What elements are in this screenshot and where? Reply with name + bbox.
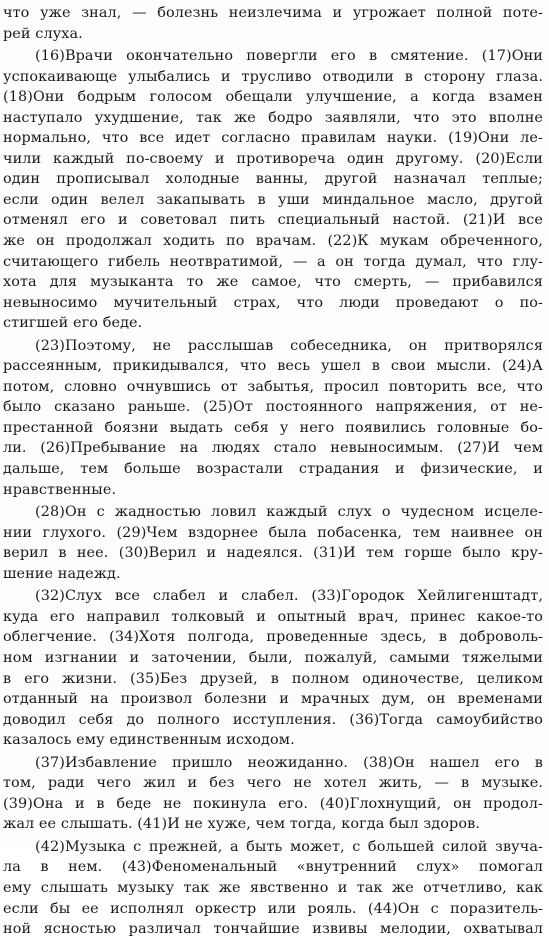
text-line: успокаивающе улыбались и трусливо отводили в сторону глаза. bbox=[3, 68, 543, 85]
text-line: ном изгнании и заточении, были, пожалуй, самыми тяжелыми bbox=[3, 649, 543, 666]
text-line: нии глухого. (29)Чем вздорнее была побасенка, тем наивнее он bbox=[3, 524, 543, 541]
paragraph bbox=[3, 586, 543, 750]
text-line: том, ради чего жил и без чего не хотел жить, — в музыке. bbox=[3, 775, 543, 792]
text-line: потом, словно очнувшись от забытья, просил повторить все, что bbox=[3, 378, 543, 395]
text-line: ему слышать музыку так же явственно и так же отчетливо, как bbox=[3, 879, 543, 896]
text-line: (23)Поэтому, не расслышав собеседника, он притворялся bbox=[35, 337, 543, 354]
text-line: же он продолжал ходить по врачам. (22)К мукам обреченного, bbox=[3, 233, 543, 250]
text-line: стигшей его беде. bbox=[3, 315, 143, 332]
text-line: невыносимо мучительный страх, что люди проведают о по- bbox=[3, 294, 543, 311]
text-line: нравственные. bbox=[3, 481, 117, 498]
paragraph bbox=[3, 336, 543, 500]
text-line: ла в нем. (43)Феноменальный «внутренний слух» помогал bbox=[3, 859, 543, 876]
text-line: ли. (26)Пребывание на людях стало невыносимым. (27)И чем bbox=[3, 440, 543, 457]
text-line: наступало ухудшение, так же бодро заявляли, что это вполне bbox=[3, 109, 543, 126]
text-line: облегчение. (34)Хотя полгода, проведенные здесь, в доброволь- bbox=[3, 629, 543, 646]
text-line: считающего гибель неотвратимой, — а он тогда думал, что глу- bbox=[3, 253, 543, 270]
text-line: (28)Он с жадностью ловил каждый слух о чудесном исцеле- bbox=[35, 504, 543, 521]
paragraph bbox=[3, 46, 543, 334]
text-line: (39)Она и в беде не покинула его. (40)Глохнущий, он продол- bbox=[3, 795, 543, 812]
text-line: один прописывал холодные ванны, другой назначал теплые; bbox=[3, 171, 543, 188]
paragraph bbox=[3, 837, 543, 940]
text-line: верил в нее. (30)Верил и надеялся. (31)И тем горше было кру- bbox=[3, 545, 543, 562]
text-line: (42)Музыка с прежней, а быть может, с большей силой звуча- bbox=[35, 838, 543, 855]
text-line: куда его направил толковый и опытный врач, принес какое-то bbox=[3, 608, 543, 625]
text-line: дальше, тем больше возрастали страдания и физические, и bbox=[3, 461, 543, 478]
text-line: нормально, что все идет согласно правилам науки. (19)Они ле- bbox=[3, 130, 543, 147]
text-line: отданный на произвол болезни и мрачных дум, он временами bbox=[3, 691, 543, 708]
text-line: если бы ее исполнял оркестр или рояль. (44)Он с поразитель- bbox=[3, 900, 543, 917]
paragraph bbox=[3, 753, 543, 835]
paragraph bbox=[3, 502, 543, 584]
text-line: рассеянным, прикидывался, что весь ушел в свои мысли. (24)А bbox=[3, 358, 543, 375]
text-line: что уже знал, — болезнь неизлечима и угрожает полной поте- bbox=[3, 5, 543, 21]
text-line: было сказано раньше. (25)От постоянного напряжения, от не- bbox=[3, 399, 543, 416]
text-line: чили каждый по-своему и противореча один другому. (20)Если bbox=[3, 150, 543, 167]
text-line: (16)Врачи окончательно повергли его в смятение. (17)Они bbox=[35, 48, 543, 65]
text-line: казалось ему единственным исходом. bbox=[3, 732, 295, 749]
text-line: ной ясностью различал тончайшие извивы мелодии, охватывал bbox=[3, 921, 543, 938]
text-line: (18)Они бодрым голосом обещали улучшение, а когда взамен bbox=[3, 89, 543, 106]
text-line: в его жизни. (35)Без друзей, в полном одиночестве, целиком bbox=[3, 670, 543, 687]
text-line: (37)Избавление пришло неожиданно. (38)Он нашел его в bbox=[35, 754, 543, 771]
text-line: (32)Слух все слабел и слабел. (33)Городок Хейлигенштадт, bbox=[35, 588, 543, 605]
paragraph bbox=[3, 3, 543, 44]
text-line: доводил себя до полного исступления. (36)Тогда самоубийство bbox=[3, 711, 543, 728]
text-line: шение надежд. bbox=[3, 565, 121, 582]
text-line: жал ее слышать. (41)И не хуже, чем тогда, когда был здоров. bbox=[3, 816, 480, 833]
text-line: если один велел закапывать в уши миндальное масло, другой bbox=[3, 191, 543, 208]
text-line: рей слуха. bbox=[3, 25, 83, 42]
text-line: хота для музыканта то же самое, что смерть, — прибавился bbox=[3, 274, 543, 291]
text-line: отменял его и советовал пить специальный настой. (21)И все bbox=[3, 212, 543, 229]
text-line: престанной боязни выдать себя у него появились головные бо- bbox=[3, 419, 543, 436]
